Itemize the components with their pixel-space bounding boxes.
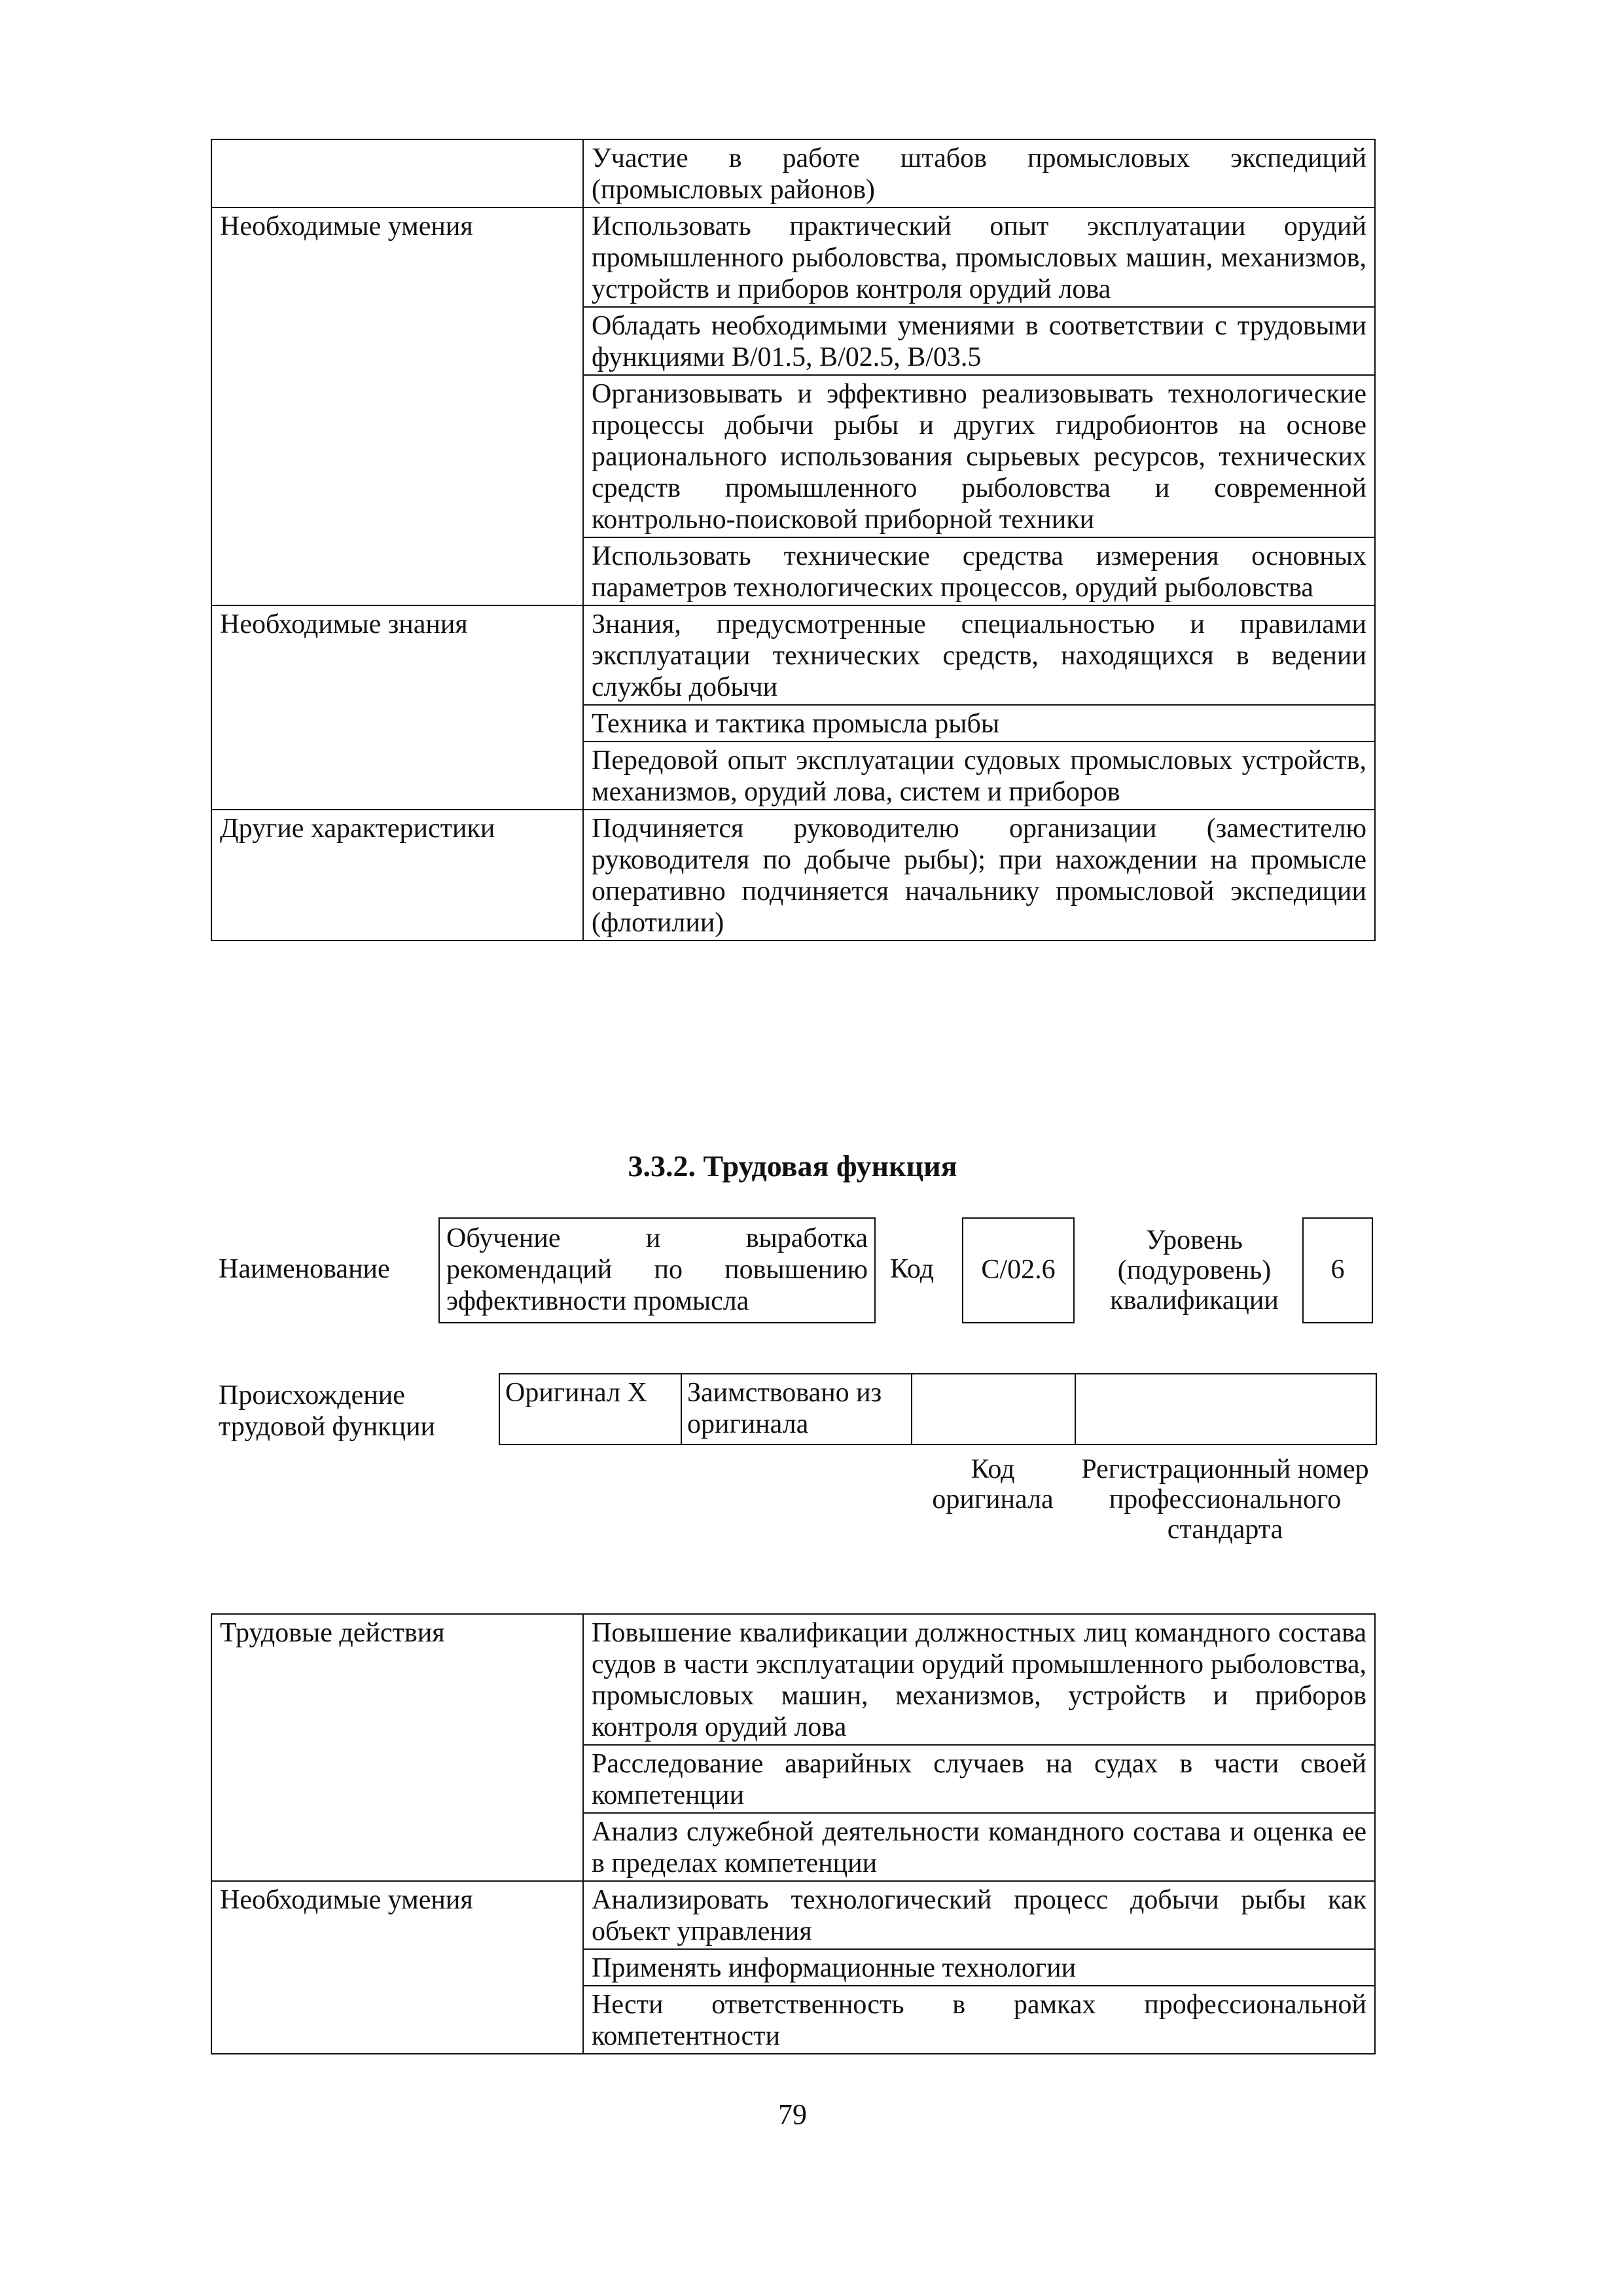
code-value: C/02.6 bbox=[962, 1217, 1075, 1323]
row-label bbox=[211, 139, 583, 207]
origin-code-caption: Код оригинала bbox=[932, 1454, 1054, 1515]
row-item: Анализ служебной деятельности командного состава и оценка ее в пределах компетенции bbox=[583, 1813, 1375, 1881]
row-item: Организовывать и эффективно реализовывать технологические процессы добычи рыбы и других гидробионтов на основе рационального использования сырьевых ресурсов, технических средств промышленного рыболовства и современной контрольно-поисковой приборной техники bbox=[583, 375, 1375, 537]
table-row bbox=[211, 139, 1375, 207]
row-label: Необходимые знания bbox=[211, 605, 583, 810]
section-title: 3.3.2. Трудовая функция bbox=[628, 1149, 957, 1183]
table-row bbox=[211, 810, 1375, 941]
row-label: Необходимые умения bbox=[211, 207, 583, 605]
row-item: Применять информационные технологии bbox=[583, 1949, 1375, 1986]
level-label: Уровень (подуровень) квалификации bbox=[1110, 1225, 1279, 1316]
origin-label: Происхождение трудовой функции bbox=[219, 1380, 436, 1442]
name-value: Обучение и выработка рекомендаций по повышению эффективности промысла bbox=[438, 1217, 876, 1323]
row-item: Использовать практический опыт эксплуатации орудий промышленного рыболовства, промысловых машин, механизмов, устройств и приборов контроля орудий лова bbox=[583, 207, 1375, 307]
page-number: 79 bbox=[778, 2098, 807, 2130]
name-label: Наименование bbox=[219, 1254, 390, 1284]
row-item: Техника и тактика промысла рыбы bbox=[583, 705, 1375, 742]
row-item: Подчиняется руководителю организации (заместителю руководителя по добыче рыбы); при нахождении на промысле оперативно подчиняется начальнику промысловой экспедиции (флотилии) bbox=[583, 810, 1375, 941]
row-item: Повышение квалификации должностных лиц командного состава судов в части эксплуатации орудий промышленного рыболовства, промысловых машин, механизмов, устройств и приборов контроля орудий лова bbox=[583, 1614, 1375, 1745]
origin-reg-caption: Регистрационный номер профессионального стандарта bbox=[1081, 1454, 1369, 1545]
row-item: Участие в работе штабов промысловых экспедиций (промысловых районов) bbox=[583, 139, 1375, 207]
row-item: Анализировать технологический процесс добычи рыбы как объект управления bbox=[583, 1881, 1375, 1949]
row-label: Другие характеристики bbox=[211, 810, 583, 941]
table-row bbox=[211, 1881, 1375, 1949]
table-row bbox=[211, 207, 1375, 307]
level-value: 6 bbox=[1302, 1217, 1373, 1323]
row-item: Использовать технические средства измерения основных параметров технологических процессов, орудий рыболовства bbox=[583, 537, 1375, 605]
code-label: Код bbox=[890, 1254, 935, 1284]
row-item: Нести ответственность в рамках профессиональной компетентности bbox=[583, 1986, 1375, 2054]
origin-original-cell: Оригинал X bbox=[499, 1374, 681, 1444]
table-row bbox=[211, 605, 1375, 705]
row-item: Знания, предусмотренные специальностью и правилами эксплуатации технических средств, находящихся в ведении службы добычи bbox=[583, 605, 1375, 705]
row-item: Обладать необходимыми умениями в соответствии с трудовыми функциями B/01.5, B/02.5, B/03.5 bbox=[583, 307, 1375, 375]
origin-reg-cell bbox=[1075, 1374, 1376, 1444]
row-label: Необходимые умения bbox=[211, 1881, 583, 2054]
origin-borrowed-cell: Заимствовано из оригинала bbox=[681, 1374, 912, 1444]
row-item: Передовой опыт эксплуатации судовых промысловых устройств, механизмов, орудий лова, систем и приборов bbox=[583, 742, 1375, 810]
origin-table bbox=[499, 1373, 1377, 1445]
competency-table-2 bbox=[211, 1613, 1376, 2054]
table-row bbox=[211, 1614, 1375, 1745]
row-item: Расследование аварийных случаев на судах в части своей компетенции bbox=[583, 1745, 1375, 1813]
competency-table-1 bbox=[211, 139, 1376, 941]
row-label: Трудовые действия bbox=[211, 1614, 583, 1881]
origin-code-cell bbox=[912, 1374, 1075, 1444]
